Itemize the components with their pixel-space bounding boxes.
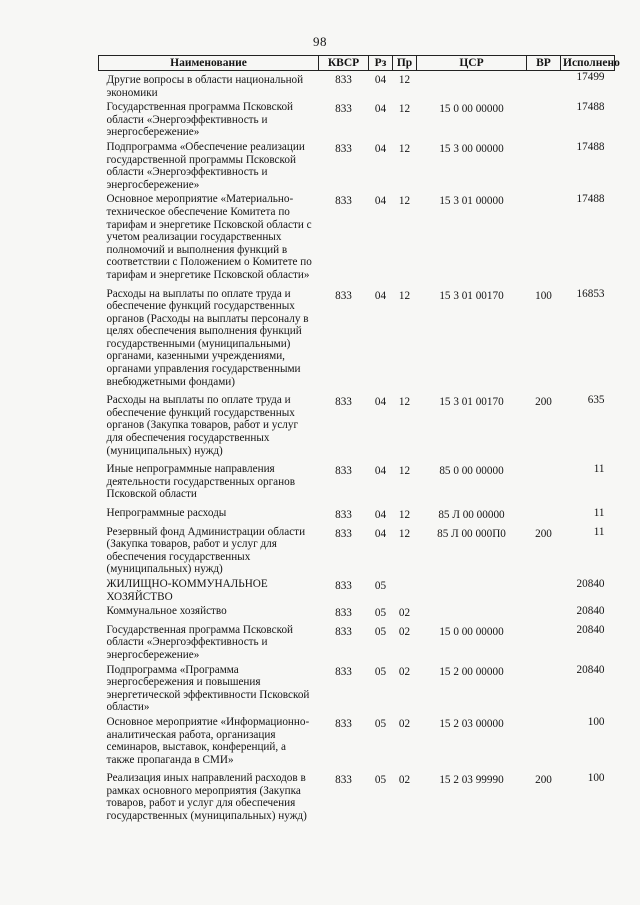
row-amount: 17499 bbox=[576, 71, 605, 83]
row-rz: 04 bbox=[374, 465, 387, 478]
row-rz: 04 bbox=[374, 527, 387, 540]
row-vr: 200 bbox=[535, 527, 552, 540]
row-pr: 12 bbox=[398, 289, 411, 302]
row-name: Государственная программа Псковской области «Энергоэффективность и энергосбережение» bbox=[106, 623, 294, 661]
row-vr bbox=[527, 507, 561, 526]
row-kvsr: 833 bbox=[335, 74, 352, 86]
row-kvsr: 833 bbox=[335, 625, 352, 638]
row-csr: 15 2 03 00000 bbox=[439, 717, 504, 730]
row-kvsr: 833 bbox=[335, 527, 352, 540]
row-pr: 12 bbox=[398, 142, 411, 155]
table-row bbox=[99, 141, 615, 193]
row-rz: 05 bbox=[374, 579, 387, 592]
row-pr: 12 bbox=[398, 527, 411, 540]
row-amount: 11 bbox=[593, 507, 605, 519]
row-amount: 16853 bbox=[576, 287, 605, 300]
row-kvsr: 833 bbox=[335, 103, 352, 116]
row-name: Резервный фонд Администрации области (Закупка товаров, работ и услуг для обеспечения государственных (муниципальных) нужд) bbox=[106, 525, 306, 576]
table-row bbox=[99, 772, 615, 824]
row-vr bbox=[527, 193, 561, 287]
row-csr: 15 2 00 00000 bbox=[439, 665, 504, 678]
table-row bbox=[99, 507, 615, 526]
row-rz: 04 bbox=[374, 289, 387, 302]
row-amount: 17488 bbox=[576, 101, 605, 114]
row-name: Расходы на выплаты по оплате труда и обеспечение функций государственных органов (Расходы на выплаты персоналу в целях обеспечения выполнения функций государственными (муниципальными) органами, казенными учреждениями, органами управления государственными внебюджетными фондами) bbox=[106, 287, 309, 388]
row-pr: 02 bbox=[398, 665, 411, 678]
row-amount: 11 bbox=[593, 463, 605, 476]
row-vr: 100 bbox=[535, 289, 552, 302]
row-pr: 12 bbox=[398, 465, 411, 478]
row-amount: 11 bbox=[593, 525, 605, 538]
row-csr: 85 Л 00 00000 bbox=[438, 509, 505, 521]
row-amount: 20840 bbox=[576, 623, 605, 636]
page-number: 98 bbox=[313, 34, 327, 49]
row-name: Коммунальное хозяйство bbox=[106, 605, 227, 618]
row-vr bbox=[527, 664, 561, 716]
row-kvsr: 833 bbox=[335, 142, 352, 155]
row-name: Другие вопросы в области национальной экономики bbox=[106, 74, 304, 99]
budget-table bbox=[98, 55, 620, 825]
table-row bbox=[99, 716, 615, 772]
row-vr bbox=[527, 578, 561, 605]
row-pr bbox=[393, 578, 417, 605]
table-header-row bbox=[99, 56, 615, 71]
row-rz: 04 bbox=[374, 142, 387, 155]
row-csr: 85 Л 00 000П0 bbox=[437, 527, 506, 540]
row-vr bbox=[527, 141, 561, 193]
row-csr bbox=[417, 71, 527, 102]
row-name: Непрограммные расходы bbox=[106, 507, 227, 519]
header-amount: Исполнено bbox=[561, 56, 615, 71]
row-amount: 20840 bbox=[576, 577, 605, 590]
row-kvsr: 833 bbox=[335, 774, 352, 787]
row-pr: 02 bbox=[398, 774, 411, 787]
row-rz: 04 bbox=[374, 509, 387, 521]
table-row bbox=[99, 624, 615, 664]
row-rz: 04 bbox=[374, 396, 387, 409]
row-csr: 15 0 00 00000 bbox=[439, 625, 504, 638]
row-name: Подпрограмма «Обеспечение реализации государственной программы Псковской области «Энергоэффективность и энергосбережение» bbox=[106, 140, 305, 191]
row-pr: 02 bbox=[398, 717, 411, 730]
row-csr bbox=[417, 605, 527, 624]
row-pr: 12 bbox=[398, 396, 411, 409]
row-kvsr: 833 bbox=[335, 396, 352, 409]
table-row bbox=[99, 463, 615, 507]
row-vr: 200 bbox=[535, 774, 552, 787]
row-amount: 100 bbox=[587, 772, 605, 785]
table-row bbox=[99, 71, 615, 102]
row-csr: 15 3 00 00000 bbox=[439, 142, 504, 155]
table-row bbox=[99, 101, 615, 141]
header-rz: Рз bbox=[369, 56, 393, 71]
row-csr bbox=[417, 578, 527, 605]
header-pr: Пр bbox=[393, 56, 417, 71]
row-kvsr: 833 bbox=[335, 665, 352, 678]
row-name: ЖИЛИЩНО-КОММУНАЛЬНОЕ ХОЗЯЙСТВО bbox=[106, 577, 268, 603]
row-vr bbox=[527, 71, 561, 102]
row-pr: 12 bbox=[398, 195, 411, 208]
row-kvsr: 833 bbox=[335, 607, 352, 620]
row-csr: 15 3 01 00170 bbox=[439, 396, 504, 409]
row-kvsr: 833 bbox=[335, 509, 352, 521]
table-row bbox=[99, 526, 615, 578]
row-rz: 04 bbox=[374, 74, 387, 86]
row-amount: 20840 bbox=[576, 663, 605, 676]
row-pr: 12 bbox=[398, 74, 411, 86]
table-row bbox=[99, 578, 615, 605]
row-name: Основное мероприятие «Материально-техническое обеспечение Комитета по тарифам и энергетике Псковской области с учетом реализации государственных полномочий и выполнения функций в соответствии с Положением о Комитете по тарифам и энергетике Псковской области» bbox=[106, 193, 312, 281]
table-row bbox=[99, 394, 615, 463]
row-kvsr: 833 bbox=[335, 579, 352, 592]
row-kvsr: 833 bbox=[335, 465, 352, 478]
row-rz: 05 bbox=[374, 665, 387, 678]
row-csr: 15 2 03 99990 bbox=[439, 774, 504, 787]
row-csr: 15 3 01 00170 bbox=[439, 289, 504, 302]
header-name: Наименование bbox=[99, 56, 319, 71]
row-csr: 15 0 00 00000 bbox=[439, 103, 504, 116]
row-rz: 05 bbox=[374, 717, 387, 730]
row-rz: 04 bbox=[374, 195, 387, 208]
row-vr bbox=[527, 716, 561, 772]
row-kvsr: 833 bbox=[335, 195, 352, 208]
row-csr: 15 3 01 00000 bbox=[439, 195, 504, 208]
row-name: Реализация иных направлений расходов в рамках основного мероприятия (Закупка товаров, работ и услуг для обеспечения государственных (муниципальных) нужд) bbox=[106, 772, 307, 823]
row-amount: 17488 bbox=[576, 140, 605, 153]
row-name: Подпрограмма «Программа энергосбережения и повышения энергетической эффективности Псковской области» bbox=[106, 663, 310, 714]
row-pr: 12 bbox=[398, 103, 411, 116]
row-vr bbox=[527, 101, 561, 141]
row-pr: 02 bbox=[398, 625, 411, 638]
row-amount: 100 bbox=[587, 715, 605, 728]
table-row bbox=[99, 664, 615, 716]
row-vr: 200 bbox=[535, 396, 552, 409]
row-vr bbox=[527, 605, 561, 624]
row-csr: 85 0 00 00000 bbox=[439, 465, 504, 478]
row-vr bbox=[527, 463, 561, 507]
row-amount: 17488 bbox=[576, 193, 605, 206]
table-row bbox=[99, 193, 615, 287]
row-name: Иные непрограммные направления деятельности государственных органов Псковской области bbox=[106, 463, 296, 501]
row-amount: 20840 bbox=[576, 605, 605, 618]
row-rz: 04 bbox=[374, 103, 387, 116]
header-vr: ВР bbox=[527, 56, 561, 71]
row-rz: 05 bbox=[374, 625, 387, 638]
header-csr: ЦСР bbox=[417, 56, 527, 71]
row-vr bbox=[527, 624, 561, 664]
row-kvsr: 833 bbox=[335, 289, 352, 302]
row-rz: 05 bbox=[374, 774, 387, 787]
row-name: Государственная программа Псковской области «Энергоэффективность и энергосбережение» bbox=[106, 101, 294, 139]
row-name: Расходы на выплаты по оплате труда и обеспечение функций государственных органов (Закупка товаров, работ и услуг для обеспечения государственных (муниципальных) нужд) bbox=[106, 394, 299, 457]
table-row bbox=[99, 605, 615, 624]
row-kvsr: 833 bbox=[335, 717, 352, 730]
row-pr: 02 bbox=[398, 607, 411, 620]
row-rz: 05 bbox=[374, 607, 387, 620]
header-kvsr: КВСР bbox=[319, 56, 369, 71]
row-amount: 635 bbox=[587, 394, 605, 407]
row-pr: 12 bbox=[398, 509, 411, 521]
table-body bbox=[99, 71, 615, 825]
row-name: Основное мероприятие «Информационно-аналитическая работа, организация семинаров, выставок, конференций, а также пропаганда в СМИ» bbox=[106, 715, 310, 766]
table-row bbox=[99, 288, 615, 395]
